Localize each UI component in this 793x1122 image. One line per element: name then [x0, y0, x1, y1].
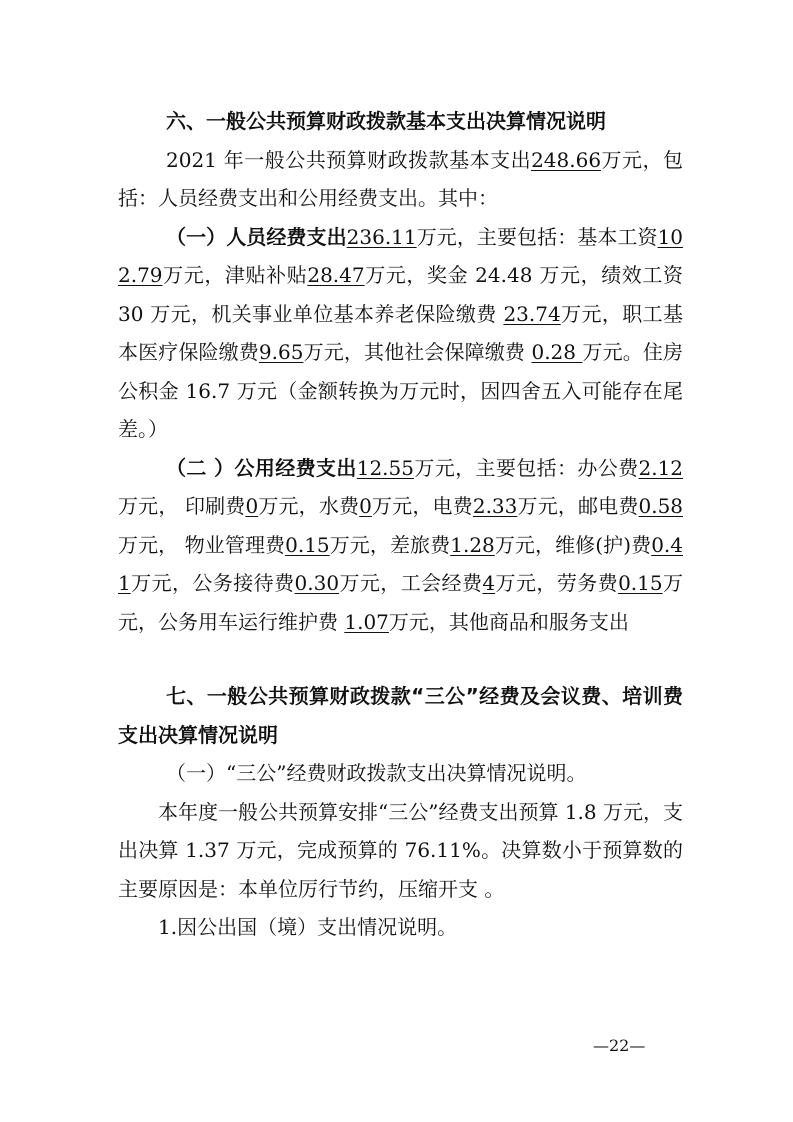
- text-segment: 万元，电费: [371, 494, 473, 518]
- amount-underlined: 0.41: [118, 532, 684, 595]
- text-segment: 万元。住房公积金 16.7 万元（金额转换为万元时，因四舍五入可能存在尾差。）: [118, 340, 684, 441]
- text-segment: 万元， 印刷费: [118, 494, 246, 518]
- section-7-subheading-1: （一）“三公”经费财政拨款支出决算情况说明。: [166, 761, 587, 785]
- text-segment: 万元，邮电费: [517, 494, 639, 518]
- personnel-heading: （一）人员经费支出: [166, 224, 347, 249]
- amount-underlined: 0: [359, 494, 372, 518]
- text-segment: 万元，包括：人员经费支出和公用经费支出。其中：: [118, 147, 683, 210]
- text-segment: 2021 年一般公共预算财政拨款基本支出: [166, 147, 532, 172]
- section-6-paragraph-1: [118, 141, 683, 218]
- text-segment: 万元，职工基本医疗保险缴费: [118, 301, 683, 364]
- amount-underlined: 0: [245, 494, 259, 518]
- amount-underlined: 236.11: [346, 224, 417, 249]
- section-spacer: [118, 641, 683, 677]
- text-segment: 万元， 物业管理费: [118, 532, 286, 557]
- amount-underlined: 2.33: [472, 494, 518, 518]
- amount-underlined: 0.28: [531, 340, 583, 364]
- section-6-public-paragraph: [118, 449, 683, 642]
- amount-underlined: 1.07: [344, 609, 389, 634]
- amount-underlined: 102.79: [118, 224, 684, 287]
- amount-underlined: 248.66: [531, 147, 602, 172]
- text-segment: 万元，其他商品和服务支出: [388, 609, 629, 634]
- amount-underlined: 0.58: [638, 494, 684, 518]
- text-segment: 万元，水费: [258, 494, 360, 518]
- text-segment: 万元，主要包括：基本工资: [416, 224, 658, 249]
- document-body: [118, 102, 683, 947]
- section-7-item-1: 1.因公出国（境）支出情况说明。: [158, 915, 458, 939]
- amount-underlined: 0.15: [285, 532, 330, 557]
- amount-underlined: 2.12: [638, 455, 684, 480]
- section-7-paragraph-1: 本年度一般公共预算安排“三公”经费支出预算 1.8 万元，支出决算 1.37 万元，完成预算的 76.11%。决算数小于预算数的主要原因是：本单位厉行节约，压缩开支 。: [118, 799, 683, 901]
- section-6-personnel-paragraph: [118, 218, 683, 449]
- text-segment: 万元，公务接待费: [130, 571, 295, 595]
- text-segment: 万元，劳务费: [495, 571, 619, 595]
- section-7-title: 七、一般公共预算财政拨款“三公”经费及会议费、培训费支出决算情况说明: [118, 684, 683, 747]
- text-segment: 万元，奖金 24.48 万元，绩效工资 30 万元，机关事业单位基本养老保险缴费: [118, 263, 683, 326]
- amount-underlined: 23.74: [503, 301, 561, 326]
- amount-underlined: 4: [482, 571, 496, 595]
- amount-underlined: 1.28: [450, 532, 495, 557]
- text-segment: 万元，津贴补贴: [162, 263, 308, 287]
- amount-underlined: 12.55: [356, 455, 414, 480]
- public-expense-heading: （二 ）公用经费支出: [166, 455, 357, 480]
- section-6-title: 六、一般公共预算财政拨款基本支出决算情况说明: [166, 109, 606, 133]
- amount-underlined: 0.15: [618, 571, 663, 595]
- text-segment: 万元，差旅费: [329, 532, 451, 557]
- text-segment: 万元，主要包括：办公费: [413, 455, 639, 480]
- text-segment: 万元，公务用车运行维护费: [118, 571, 684, 634]
- text-segment: 万元，其他社会保障缴费: [303, 340, 532, 364]
- text-segment: 万元，维修(护)费: [494, 532, 652, 557]
- page-number: —22—: [593, 1036, 646, 1055]
- amount-underlined: 28.47: [307, 263, 365, 287]
- amount-underlined: 9.65: [258, 340, 304, 364]
- amount-underlined: 0.30: [294, 571, 340, 595]
- text-segment: 万元，工会经费: [339, 571, 483, 595]
